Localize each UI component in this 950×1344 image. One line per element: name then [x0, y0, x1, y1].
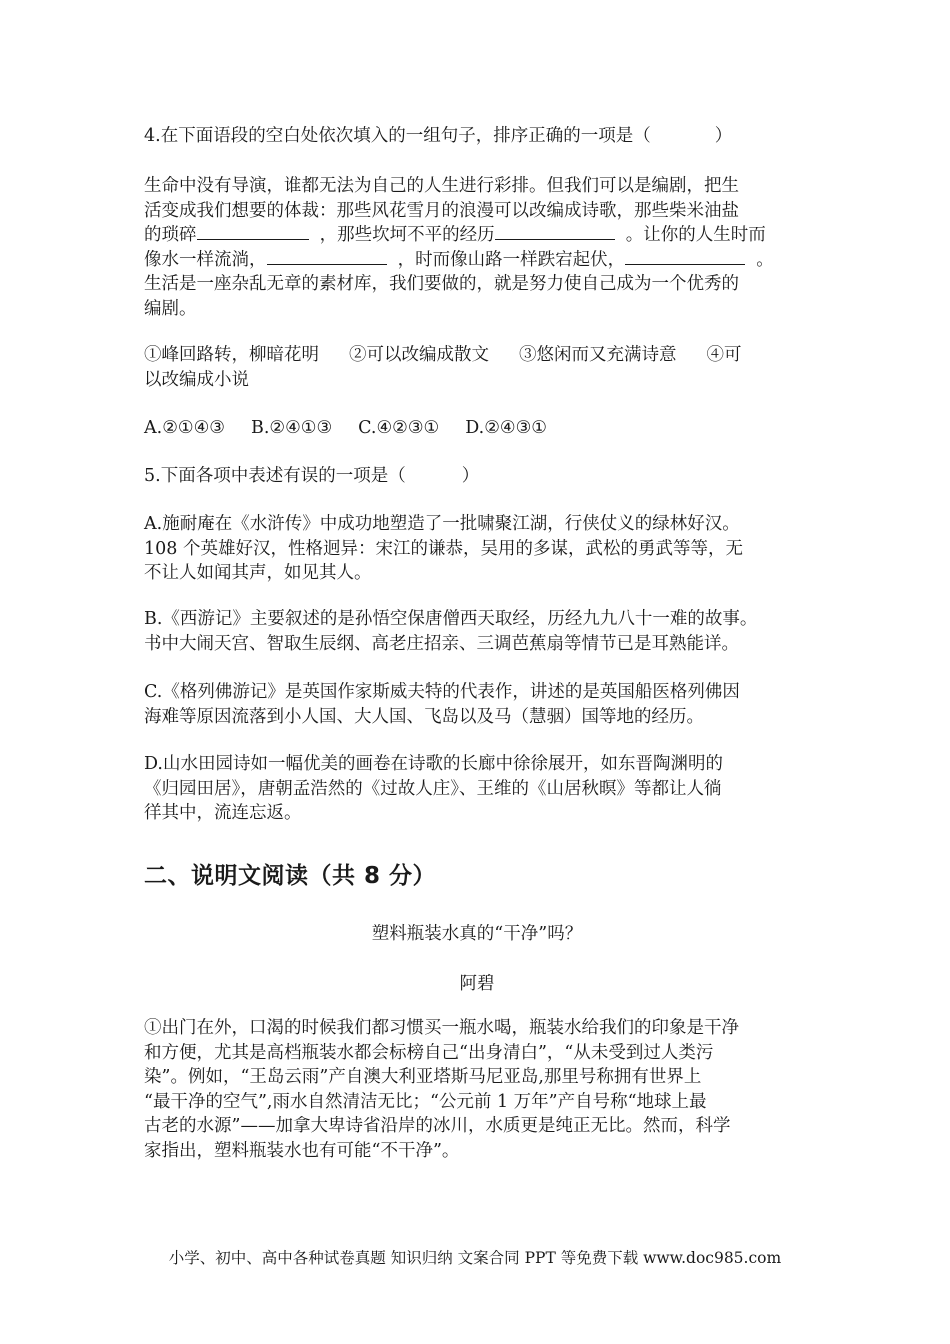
article-author: 阿碧: [459, 974, 495, 994]
answer-choice-a[interactable]: A.②①④③: [144, 418, 225, 438]
q4-sentence-options: [144, 343, 810, 392]
option-line: 《归园田居》，唐朝孟浩然的《过故人庄》、王维的《山居秋暝》等都让人徜: [144, 778, 722, 799]
paragraph-line: 和方便，尤其是高档瓶装水都会标榜自己“出身清白”，“从未受到过人类污: [144, 1042, 714, 1063]
q4-answer-choices: [144, 416, 810, 441]
options-line: [144, 343, 810, 368]
answer-choice-b[interactable]: B.②④①③: [250, 418, 333, 438]
paragraph-line: “最干净的空气”,雨水自然清洁无比；“公元前 1 万年”产自号称“地球上最: [144, 1091, 707, 1112]
option-line: 海难等原因流落到小人国、大人国、飞岛以及马（慧骃）国等地的经历。: [144, 706, 704, 727]
q5-option-b[interactable]: [144, 607, 810, 656]
q5-option-a[interactable]: [144, 512, 810, 586]
article-title: 塑料瓶装水真的“干净”吗？: [371, 924, 583, 944]
q4-stem-text: 4.在下面语段的空白处依次填入的一组句子，排序正确的一项是（: [144, 126, 651, 146]
passage-text: 。: [756, 249, 774, 270]
fill-blank-2[interactable]: [495, 223, 615, 240]
passage-text: 的琐碎: [144, 225, 197, 245]
paragraph-line: 染”。例如，“王岛云雨”产自澳大利亚塔斯马尼亚岛,那里号称拥有世界上: [144, 1067, 702, 1087]
option-line: 不让人如闻其声，如见其人。: [144, 563, 372, 583]
option-line: 徉其中，流连忘返。: [144, 803, 302, 823]
answer-choice-c[interactable]: C.④②③①: [358, 418, 440, 438]
page-footer: 小学、初中、高中各种试卷真题 知识归纳 文案合同 PPT 等免费下载 www.doc985.com: [168, 1249, 782, 1267]
section-heading: 二、说明文阅读（共 8 分）: [144, 863, 437, 889]
option-line: 108 个英雄好汉，性格迥异：宋江的谦恭，吴用的多谋，武松的勇武等等，无: [144, 538, 743, 559]
q4-stem-close: ）: [714, 126, 733, 146]
passage-line: 活变成我们想要的体裁：那些风花雪月的浪漫可以改编成诗歌，那些柴米油盐: [144, 200, 739, 221]
sentence-option: ③悠闲而又充满诗意: [519, 345, 677, 365]
article-paragraph-1: [144, 1016, 810, 1163]
passage-text: ，时而像山路一样跌宕起伏，: [397, 249, 626, 270]
passage-line: 生命中没有导演，谁都无法为自己的人生进行彩排。但我们可以是编剧，把生: [144, 176, 739, 196]
sentence-option: ④可: [706, 345, 742, 365]
answer-choice-d[interactable]: D.②④③①: [465, 418, 547, 438]
q5-option-d[interactable]: [144, 752, 810, 826]
passage-text: 。让你的人生时而: [625, 225, 766, 245]
option-line: D.山水田园诗如一幅优美的画卷在诗歌的长廊中徐徐展开，如东晋陶渊明的: [144, 754, 723, 774]
passage-line: [144, 248, 810, 273]
fill-blank-1[interactable]: [197, 223, 309, 240]
q5-option-c[interactable]: [144, 680, 810, 729]
sentence-option: ①峰回路转，柳暗花明: [144, 345, 319, 365]
q4-stem: [144, 124, 810, 149]
sentence-option: ②可以改编成散文: [349, 345, 489, 365]
fill-blank-3[interactable]: [267, 248, 387, 265]
option-line: B.《西游记》主要叙述的是孙悟空保唐僧西天取经，历经九九八十一难的故事。: [144, 609, 758, 629]
option-line: A.施耐庵在《水浒传》中成功地塑造了一批啸聚江湖，行侠仗义的绿林好汉。: [144, 514, 740, 534]
option-line: 书中大闹天宫、智取生辰纲、高老庄招亲、三调芭蕉扇等情节已是耳熟能详。: [144, 633, 739, 654]
paragraph-line: 古老的水源”——加拿大卑诗省沿岸的冰川，水质更是纯正无比。然而，科学: [144, 1116, 731, 1136]
passage-line: 编剧。: [144, 298, 197, 319]
passage-line: [144, 223, 810, 248]
fill-blank-4[interactable]: [625, 248, 745, 265]
options-line: 以改编成小说: [144, 369, 249, 390]
paragraph-line: 家指出，塑料瓶装水也有可能“不干净”。: [144, 1140, 460, 1161]
paragraph-line: ①出门在外，口渴的时候我们都习惯买一瓶水喝，瓶装水给我们的印象是干净: [144, 1018, 739, 1038]
q5-stem-close: ）: [461, 466, 480, 486]
passage-text: 像水一样流淌，: [144, 249, 267, 270]
passage-text: ，那些坎坷不平的经历: [319, 225, 495, 245]
q4-passage: [144, 174, 810, 321]
option-line: C.《格列佛游记》是英国作家斯威夫特的代表作，讲述的是英国船医格列佛因: [144, 682, 740, 702]
passage-line: 生活是一座杂乱无章的素材库，我们要做的，就是努力使自己成为一个优秀的: [144, 274, 739, 294]
q5-stem-text: 5.下面各项中表述有误的一项是（: [144, 466, 406, 486]
q5-stem: [144, 464, 810, 489]
